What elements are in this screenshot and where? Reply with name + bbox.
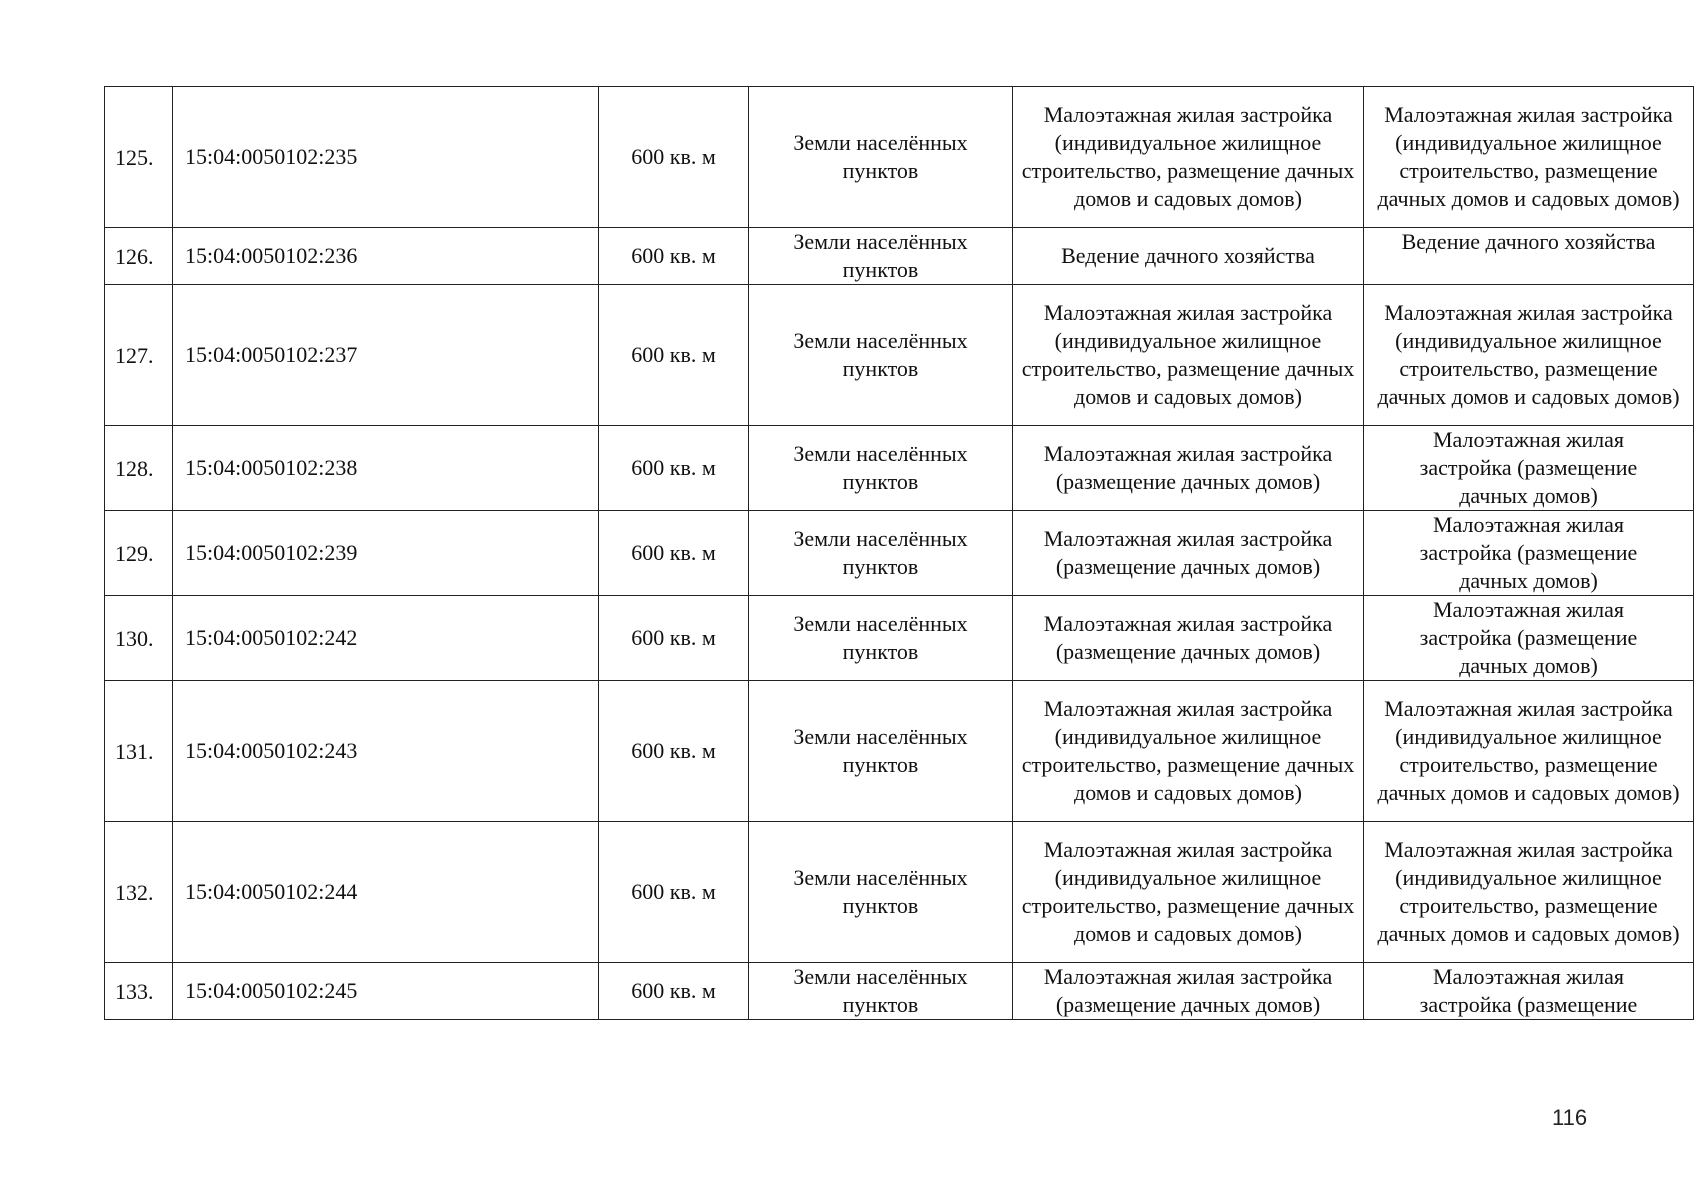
- use-permitted: Ведение дачного хозяйства: [1364, 228, 1694, 285]
- use-actual: Малоэтажная жилая застройка (индивидуальное жилищное строительство, размещение дачных домов и садовых домов): [1013, 285, 1364, 426]
- cadastral-number: 15:04:0050102:245: [173, 963, 599, 1020]
- land-plots-table: [104, 86, 1694, 1020]
- use-permitted: Малоэтажная жилая застройка (индивидуальное жилищное строительство, размещение дачных домов и садовых домов): [1364, 681, 1694, 822]
- table-row: [105, 87, 1694, 228]
- row-number: 132.: [105, 822, 173, 963]
- cadastral-number: 15:04:0050102:239: [173, 511, 599, 596]
- table-row: [105, 596, 1694, 681]
- table-row: [105, 822, 1694, 963]
- use-permitted: Малоэтажная жилая застройка (размещение дачных домов): [1364, 511, 1694, 596]
- use-permitted: Малоэтажная жилая застройка (размещение: [1364, 963, 1694, 1020]
- use-actual: Ведение дачного хозяйства: [1013, 228, 1364, 285]
- cadastral-number: 15:04:0050102:236: [173, 228, 599, 285]
- plot-area: 600 кв. м: [599, 426, 749, 511]
- row-number: 131.: [105, 681, 173, 822]
- table-row: [105, 228, 1694, 285]
- use-actual: Малоэтажная жилая застройка (размещение дачных домов): [1013, 511, 1364, 596]
- use-permitted: Малоэтажная жилая застройка (размещение дачных домов): [1364, 596, 1694, 681]
- use-actual: Малоэтажная жилая застройка (размещение дачных домов): [1013, 963, 1364, 1020]
- plot-area: 600 кв. м: [599, 596, 749, 681]
- table-row: [105, 963, 1694, 1020]
- plot-area: 600 кв. м: [599, 511, 749, 596]
- table-row: [105, 681, 1694, 822]
- use-actual: Малоэтажная жилая застройка (размещение дачных домов): [1013, 596, 1364, 681]
- row-number: 130.: [105, 596, 173, 681]
- land-category: Земли населённых пунктов: [749, 681, 1013, 822]
- land-category: Земли населённых пунктов: [749, 228, 1013, 285]
- land-category: Земли населённых пунктов: [749, 511, 1013, 596]
- cadastral-number: 15:04:0050102:242: [173, 596, 599, 681]
- cadastral-number: 15:04:0050102:237: [173, 285, 599, 426]
- land-category: Земли населённых пунктов: [749, 285, 1013, 426]
- plot-area: 600 кв. м: [599, 681, 749, 822]
- plot-area: 600 кв. м: [599, 228, 749, 285]
- plot-area: 600 кв. м: [599, 963, 749, 1020]
- plot-area: 600 кв. м: [599, 87, 749, 228]
- cadastral-number: 15:04:0050102:238: [173, 426, 599, 511]
- land-category: Земли населённых пунктов: [749, 87, 1013, 228]
- row-number: 128.: [105, 426, 173, 511]
- row-number: 129.: [105, 511, 173, 596]
- plot-area: 600 кв. м: [599, 822, 749, 963]
- use-permitted: Малоэтажная жилая застройка (размещение дачных домов): [1364, 426, 1694, 511]
- cadastral-number: 15:04:0050102:244: [173, 822, 599, 963]
- page-number: 116: [1552, 1105, 1588, 1130]
- row-number: 127.: [105, 285, 173, 426]
- use-actual: Малоэтажная жилая застройка (индивидуальное жилищное строительство, размещение дачных домов и садовых домов): [1013, 822, 1364, 963]
- row-number: 125.: [105, 87, 173, 228]
- land-category: Земли населённых пунктов: [749, 822, 1013, 963]
- use-permitted: Малоэтажная жилая застройка (индивидуальное жилищное строительство, размещение дачных домов и садовых домов): [1364, 87, 1694, 228]
- land-category: Земли населённых пунктов: [749, 426, 1013, 511]
- plot-area: 600 кв. м: [599, 285, 749, 426]
- table-row: [105, 511, 1694, 596]
- use-permitted: Малоэтажная жилая застройка (индивидуальное жилищное строительство, размещение дачных домов и садовых домов): [1364, 285, 1694, 426]
- use-actual: Малоэтажная жилая застройка (индивидуальное жилищное строительство, размещение дачных домов и садовых домов): [1013, 87, 1364, 228]
- use-actual: Малоэтажная жилая застройка (индивидуальное жилищное строительство, размещение дачных домов и садовых домов): [1013, 681, 1364, 822]
- use-permitted: Малоэтажная жилая застройка (индивидуальное жилищное строительство, размещение дачных домов и садовых домов): [1364, 822, 1694, 963]
- land-category: Земли населённых пунктов: [749, 596, 1013, 681]
- row-number: 126.: [105, 228, 173, 285]
- row-number: 133.: [105, 963, 173, 1020]
- table-row: [105, 285, 1694, 426]
- use-actual: Малоэтажная жилая застройка (размещение дачных домов): [1013, 426, 1364, 511]
- cadastral-number: 15:04:0050102:243: [173, 681, 599, 822]
- cadastral-number: 15:04:0050102:235: [173, 87, 599, 228]
- table-row: [105, 426, 1694, 511]
- land-category: Земли населённых пунктов: [749, 963, 1013, 1020]
- table-body: [105, 87, 1694, 1020]
